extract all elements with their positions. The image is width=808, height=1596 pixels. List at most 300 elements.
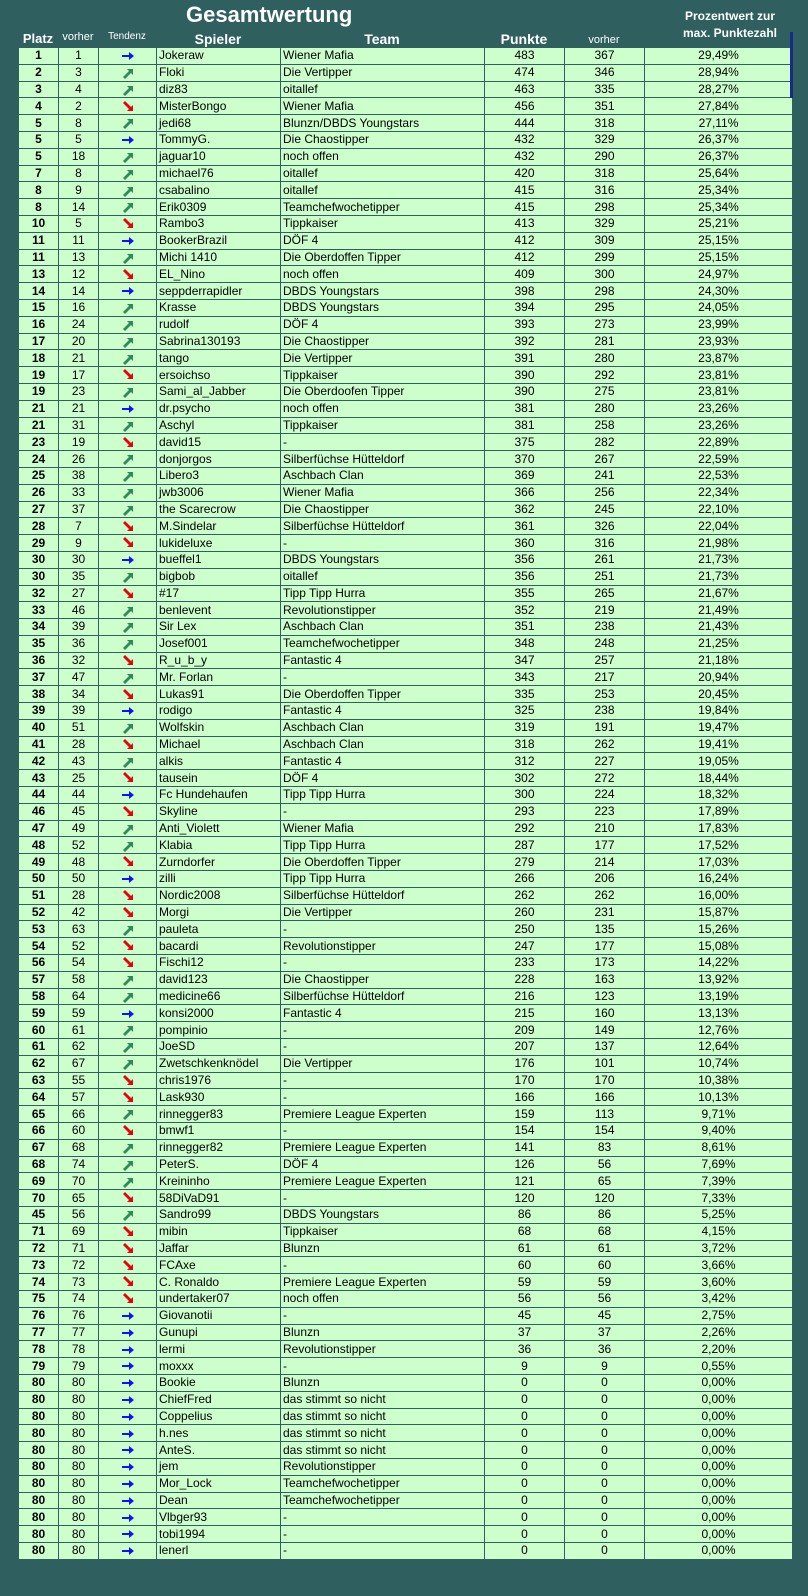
table-row <box>19 820 793 837</box>
percent-cell: 2,20% <box>645 1341 793 1358</box>
trend-up-icon <box>121 1108 135 1120</box>
team-cell: - <box>281 955 485 972</box>
points-cell: 432 <box>485 148 565 165</box>
trend-cell <box>99 971 157 988</box>
previous-points-cell: 335 <box>565 81 645 98</box>
player-cell: alkis <box>157 753 281 770</box>
points-cell: 318 <box>485 736 565 753</box>
previous-rank-cell: 9 <box>59 182 99 199</box>
rank-cell: 25 <box>19 467 59 484</box>
table-row <box>19 887 793 904</box>
table-row <box>19 232 793 249</box>
team-cell: Aschbach Clan <box>281 719 485 736</box>
trend-cell <box>99 400 157 417</box>
rank-cell: 33 <box>19 602 59 619</box>
trend-cell <box>99 1307 157 1324</box>
player-cell: Erik0309 <box>157 199 281 216</box>
previous-rank-cell: 80 <box>59 1374 99 1391</box>
rank-cell: 65 <box>19 1106 59 1123</box>
previous-points-cell: 160 <box>565 1005 645 1022</box>
team-cell: das stimmt so nicht <box>281 1391 485 1408</box>
points-cell: 360 <box>485 535 565 552</box>
trend-cell <box>99 904 157 921</box>
team-cell: Teamchefwochetipper <box>281 1492 485 1509</box>
rank-cell: 74 <box>19 1274 59 1291</box>
trend-cell <box>99 1022 157 1039</box>
points-cell: 300 <box>485 787 565 804</box>
previous-rank-cell: 9 <box>59 535 99 552</box>
trend-same-icon <box>121 1411 135 1423</box>
team-cell: Die Oberdoofen Tipper <box>281 383 485 400</box>
player-cell: Lask930 <box>157 1089 281 1106</box>
table-row <box>19 400 793 417</box>
trend-cell <box>99 115 157 132</box>
table-row <box>19 518 793 535</box>
team-cell: Silberfüchse Hütteldorf <box>281 518 485 535</box>
previous-points-cell: 135 <box>565 921 645 938</box>
percent-cell: 0,55% <box>645 1358 793 1375</box>
trend-cell <box>99 1139 157 1156</box>
player-cell: benlevent <box>157 602 281 619</box>
percent-cell: 21,43% <box>645 619 793 636</box>
player-cell: Vlbger93 <box>157 1509 281 1526</box>
previous-rank-cell: 49 <box>59 820 99 837</box>
percent-cell: 26,37% <box>645 148 793 165</box>
points-cell: 0 <box>485 1374 565 1391</box>
table-row <box>19 1072 793 1089</box>
player-cell: Michi 1410 <box>157 249 281 266</box>
player-cell: rudolf <box>157 316 281 333</box>
player-cell: jaguar10 <box>157 148 281 165</box>
previous-points-cell: 316 <box>565 182 645 199</box>
previous-points-cell: 273 <box>565 316 645 333</box>
trend-cell <box>99 1458 157 1475</box>
player-cell: #17 <box>157 585 281 602</box>
trend-cell <box>99 1425 157 1442</box>
team-cell: noch offen <box>281 266 485 283</box>
previous-rank-cell: 74 <box>59 1156 99 1173</box>
percent-cell: 22,10% <box>645 501 793 518</box>
percent-cell: 3,60% <box>645 1274 793 1291</box>
previous-points-cell: 272 <box>565 770 645 787</box>
points-cell: 68 <box>485 1223 565 1240</box>
player-cell: Jokeraw <box>157 48 281 65</box>
table-row <box>19 619 793 636</box>
previous-points-cell: 45 <box>565 1307 645 1324</box>
team-cell: Teamchefwochetipper <box>281 1475 485 1492</box>
table-row <box>19 1358 793 1375</box>
team-cell: DBDS Youngstars <box>281 283 485 300</box>
points-cell: 126 <box>485 1156 565 1173</box>
percent-cell: 16,24% <box>645 871 793 888</box>
team-cell: - <box>281 803 485 820</box>
trend-cell <box>99 1005 157 1022</box>
previous-rank-cell: 55 <box>59 1072 99 1089</box>
trend-up-icon <box>121 974 135 986</box>
previous-rank-cell: 59 <box>59 1005 99 1022</box>
previous-rank-cell: 28 <box>59 887 99 904</box>
header-punkte: Punkte <box>500 31 548 47</box>
team-cell: Die Vertipper <box>281 64 485 81</box>
previous-points-cell: 0 <box>565 1374 645 1391</box>
previous-rank-cell: 46 <box>59 602 99 619</box>
trend-cell <box>99 703 157 720</box>
player-cell: tobi1994 <box>157 1526 281 1543</box>
player-cell: Lukas91 <box>157 686 281 703</box>
team-cell: oitallef <box>281 568 485 585</box>
player-cell: 58DiVaD91 <box>157 1190 281 1207</box>
previous-rank-cell: 79 <box>59 1358 99 1375</box>
trend-cell <box>99 1173 157 1190</box>
trend-cell <box>99 551 157 568</box>
trend-same-icon <box>121 789 135 801</box>
points-cell: 415 <box>485 182 565 199</box>
points-cell: 279 <box>485 854 565 871</box>
rank-cell: 60 <box>19 1022 59 1039</box>
points-cell: 351 <box>485 619 565 636</box>
table-row <box>19 316 793 333</box>
points-cell: 86 <box>485 1206 565 1223</box>
table-row <box>19 703 793 720</box>
previous-rank-cell: 25 <box>59 770 99 787</box>
points-cell: 60 <box>485 1257 565 1274</box>
points-cell: 483 <box>485 48 565 65</box>
previous-points-cell: 316 <box>565 535 645 552</box>
table-row <box>19 81 793 98</box>
table-row <box>19 955 793 972</box>
trend-cell <box>99 1408 157 1425</box>
points-cell: 361 <box>485 518 565 535</box>
percent-cell: 17,83% <box>645 820 793 837</box>
table-row <box>19 686 793 703</box>
table-row <box>19 451 793 468</box>
trend-up-icon <box>121 605 135 617</box>
team-cell: Die Oberdoffen Tipper <box>281 249 485 266</box>
points-cell: 266 <box>485 871 565 888</box>
team-cell: - <box>281 669 485 686</box>
previous-rank-cell: 77 <box>59 1324 99 1341</box>
player-cell: Gunupi <box>157 1324 281 1341</box>
trend-cell <box>99 215 157 232</box>
rank-cell: 5 <box>19 131 59 148</box>
table-row <box>19 1442 793 1459</box>
previous-points-cell: 0 <box>565 1425 645 1442</box>
previous-rank-cell: 16 <box>59 299 99 316</box>
player-cell: Aschyl <box>157 417 281 434</box>
rank-cell: 16 <box>19 316 59 333</box>
player-cell: chris1976 <box>157 1072 281 1089</box>
percent-cell: 22,59% <box>645 451 793 468</box>
previous-points-cell: 245 <box>565 501 645 518</box>
points-cell: 412 <box>485 249 565 266</box>
rank-cell: 52 <box>19 904 59 921</box>
player-cell: Zwetschkenknödel <box>157 1055 281 1072</box>
player-cell: Anti_Violett <box>157 820 281 837</box>
points-cell: 375 <box>485 434 565 451</box>
player-cell: FCAxe <box>157 1257 281 1274</box>
previous-rank-cell: 65 <box>59 1190 99 1207</box>
points-cell: 121 <box>485 1173 565 1190</box>
percent-cell: 21,67% <box>645 585 793 602</box>
player-cell: mibin <box>157 1223 281 1240</box>
points-cell: 444 <box>485 115 565 132</box>
table-row <box>19 770 793 787</box>
player-cell: Sami_al_Jabber <box>157 383 281 400</box>
trend-down-icon <box>121 1243 135 1255</box>
rank-cell: 39 <box>19 703 59 720</box>
percent-cell: 29,49% <box>645 48 793 65</box>
rank-cell: 7 <box>19 165 59 182</box>
table-row <box>19 602 793 619</box>
standings-table <box>18 47 793 1560</box>
player-cell: seppderrapidler <box>157 283 281 300</box>
rank-cell: 30 <box>19 568 59 585</box>
points-cell: 0 <box>485 1408 565 1425</box>
team-cell: Premiere League Experten <box>281 1106 485 1123</box>
percent-cell: 2,75% <box>645 1307 793 1324</box>
table-row <box>19 1408 793 1425</box>
points-cell: 37 <box>485 1324 565 1341</box>
rank-cell: 44 <box>19 787 59 804</box>
previous-rank-cell: 80 <box>59 1391 99 1408</box>
team-cell: - <box>281 1190 485 1207</box>
table-row <box>19 283 793 300</box>
trend-up-icon <box>121 353 135 365</box>
player-cell: Kreininho <box>157 1173 281 1190</box>
team-cell: - <box>281 1358 485 1375</box>
previous-rank-cell: 73 <box>59 1274 99 1291</box>
points-cell: 120 <box>485 1190 565 1207</box>
previous-points-cell: 238 <box>565 703 645 720</box>
previous-points-cell: 326 <box>565 518 645 535</box>
trend-same-icon <box>121 873 135 885</box>
trend-up-icon <box>121 168 135 180</box>
points-cell: 0 <box>485 1425 565 1442</box>
rank-cell: 80 <box>19 1458 59 1475</box>
percent-cell: 9,40% <box>645 1123 793 1140</box>
trend-cell <box>99 619 157 636</box>
team-cell: noch offen <box>281 400 485 417</box>
points-cell: 381 <box>485 417 565 434</box>
percent-cell: 7,33% <box>645 1190 793 1207</box>
rank-cell: 24 <box>19 451 59 468</box>
team-cell: DÖF 4 <box>281 1156 485 1173</box>
team-cell: das stimmt so nicht <box>281 1425 485 1442</box>
previous-rank-cell: 69 <box>59 1223 99 1240</box>
table-row <box>19 1509 793 1526</box>
trend-same-icon <box>121 1478 135 1490</box>
previous-rank-cell: 52 <box>59 938 99 955</box>
trend-cell <box>99 1240 157 1257</box>
player-cell: diz83 <box>157 81 281 98</box>
percent-header-line2: max. Punktezahl <box>682 26 778 40</box>
rank-cell: 26 <box>19 484 59 501</box>
trend-cell <box>99 165 157 182</box>
previous-points-cell: 231 <box>565 904 645 921</box>
team-cell: Premiere League Experten <box>281 1274 485 1291</box>
team-cell: Blunzn <box>281 1240 485 1257</box>
trend-down-icon <box>121 218 135 230</box>
points-cell: 56 <box>485 1290 565 1307</box>
trend-cell <box>99 98 157 115</box>
player-cell: jedi68 <box>157 115 281 132</box>
trend-down-icon <box>121 1092 135 1104</box>
trend-cell <box>99 635 157 652</box>
rank-cell: 58 <box>19 988 59 1005</box>
rank-cell: 23 <box>19 434 59 451</box>
previous-points-cell: 120 <box>565 1190 645 1207</box>
previous-rank-cell: 34 <box>59 686 99 703</box>
rank-cell: 11 <box>19 232 59 249</box>
previous-points-cell: 253 <box>565 686 645 703</box>
trend-cell <box>99 1106 157 1123</box>
percent-cell: 22,53% <box>645 467 793 484</box>
previous-points-cell: 224 <box>565 787 645 804</box>
previous-rank-cell: 19 <box>59 434 99 451</box>
trend-down-icon <box>121 739 135 751</box>
table-row <box>19 1475 793 1492</box>
team-cell: das stimmt so nicht <box>281 1442 485 1459</box>
team-cell: Silberfüchse Hütteldorf <box>281 988 485 1005</box>
points-cell: 356 <box>485 568 565 585</box>
table-row <box>19 434 793 451</box>
trend-cell <box>99 367 157 384</box>
table-row <box>19 938 793 955</box>
previous-points-cell: 177 <box>565 938 645 955</box>
points-cell: 0 <box>485 1442 565 1459</box>
trend-cell <box>99 1442 157 1459</box>
table-row <box>19 1089 793 1106</box>
previous-rank-cell: 45 <box>59 803 99 820</box>
team-cell: Tippkaiser <box>281 417 485 434</box>
previous-points-cell: 56 <box>565 1156 645 1173</box>
team-cell: - <box>281 1039 485 1056</box>
player-cell: Rambo3 <box>157 215 281 232</box>
trend-cell <box>99 266 157 283</box>
trend-down-icon <box>121 806 135 818</box>
team-cell: Blunzn <box>281 1374 485 1391</box>
previous-rank-cell: 4 <box>59 81 99 98</box>
trend-down-icon <box>121 588 135 600</box>
table-row <box>19 115 793 132</box>
trend-cell <box>99 434 157 451</box>
rank-cell: 41 <box>19 736 59 753</box>
trend-cell <box>99 199 157 216</box>
trend-cell <box>99 1324 157 1341</box>
table-row <box>19 669 793 686</box>
previous-points-cell: 60 <box>565 1257 645 1274</box>
rank-cell: 48 <box>19 837 59 854</box>
trend-same-icon <box>121 1528 135 1540</box>
previous-points-cell: 223 <box>565 803 645 820</box>
trend-cell <box>99 1206 157 1223</box>
previous-rank-cell: 78 <box>59 1341 99 1358</box>
player-cell: david15 <box>157 434 281 451</box>
previous-points-cell: 0 <box>565 1458 645 1475</box>
table-row <box>19 1290 793 1307</box>
rank-cell: 29 <box>19 535 59 552</box>
previous-points-cell: 113 <box>565 1106 645 1123</box>
previous-points-cell: 219 <box>565 602 645 619</box>
table-row <box>19 753 793 770</box>
trend-down-icon <box>121 1075 135 1087</box>
percent-cell: 3,42% <box>645 1290 793 1307</box>
previous-rank-cell: 18 <box>59 148 99 165</box>
team-cell: - <box>281 535 485 552</box>
previous-points-cell: 166 <box>565 1089 645 1106</box>
rank-cell: 49 <box>19 854 59 871</box>
previous-rank-cell: 5 <box>59 215 99 232</box>
points-cell: 0 <box>485 1509 565 1526</box>
previous-rank-cell: 70 <box>59 1173 99 1190</box>
previous-points-cell: 65 <box>565 1173 645 1190</box>
player-cell: Sir Lex <box>157 619 281 636</box>
percent-cell: 21,98% <box>645 535 793 552</box>
trend-cell <box>99 938 157 955</box>
rank-cell: 40 <box>19 719 59 736</box>
rank-cell: 15 <box>19 299 59 316</box>
previous-rank-cell: 14 <box>59 199 99 216</box>
table-row <box>19 971 793 988</box>
team-cell: Tipp Tipp Hurra <box>281 585 485 602</box>
percent-cell: 19,47% <box>645 719 793 736</box>
percent-cell: 13,92% <box>645 971 793 988</box>
previous-rank-cell: 58 <box>59 971 99 988</box>
percent-cell: 21,73% <box>645 568 793 585</box>
previous-points-cell: 267 <box>565 451 645 468</box>
points-cell: 381 <box>485 400 565 417</box>
player-cell: MisterBongo <box>157 98 281 115</box>
player-cell: rodigo <box>157 703 281 720</box>
team-cell: - <box>281 1542 485 1559</box>
percent-cell: 19,84% <box>645 703 793 720</box>
previous-points-cell: 0 <box>565 1475 645 1492</box>
team-cell: - <box>281 1089 485 1106</box>
previous-points-cell: 149 <box>565 1022 645 1039</box>
team-cell: Tippkaiser <box>281 1223 485 1240</box>
points-cell: 412 <box>485 232 565 249</box>
trend-cell <box>99 585 157 602</box>
percent-cell: 27,84% <box>645 98 793 115</box>
table-row <box>19 1526 793 1543</box>
table-row <box>19 635 793 652</box>
player-cell: bueffel1 <box>157 551 281 568</box>
team-cell: Aschbach Clan <box>281 736 485 753</box>
trend-cell <box>99 803 157 820</box>
trend-down-icon <box>121 940 135 952</box>
rank-cell: 71 <box>19 1223 59 1240</box>
rank-cell: 18 <box>19 350 59 367</box>
team-cell: oitallef <box>281 81 485 98</box>
table-row <box>19 1257 793 1274</box>
percent-cell: 23,26% <box>645 417 793 434</box>
previous-points-cell: 56 <box>565 1290 645 1307</box>
trend-down-icon <box>121 856 135 868</box>
rank-cell: 14 <box>19 283 59 300</box>
trend-cell <box>99 501 157 518</box>
percent-cell: 8,61% <box>645 1139 793 1156</box>
trend-cell <box>99 1526 157 1543</box>
previous-points-cell: 241 <box>565 467 645 484</box>
table-row <box>19 1173 793 1190</box>
rank-cell: 5 <box>19 148 59 165</box>
trend-cell <box>99 283 157 300</box>
player-cell: Mor_Lock <box>157 1475 281 1492</box>
trend-cell <box>99 467 157 484</box>
trend-cell <box>99 316 157 333</box>
percent-cell: 20,94% <box>645 669 793 686</box>
percent-cell: 17,89% <box>645 803 793 820</box>
